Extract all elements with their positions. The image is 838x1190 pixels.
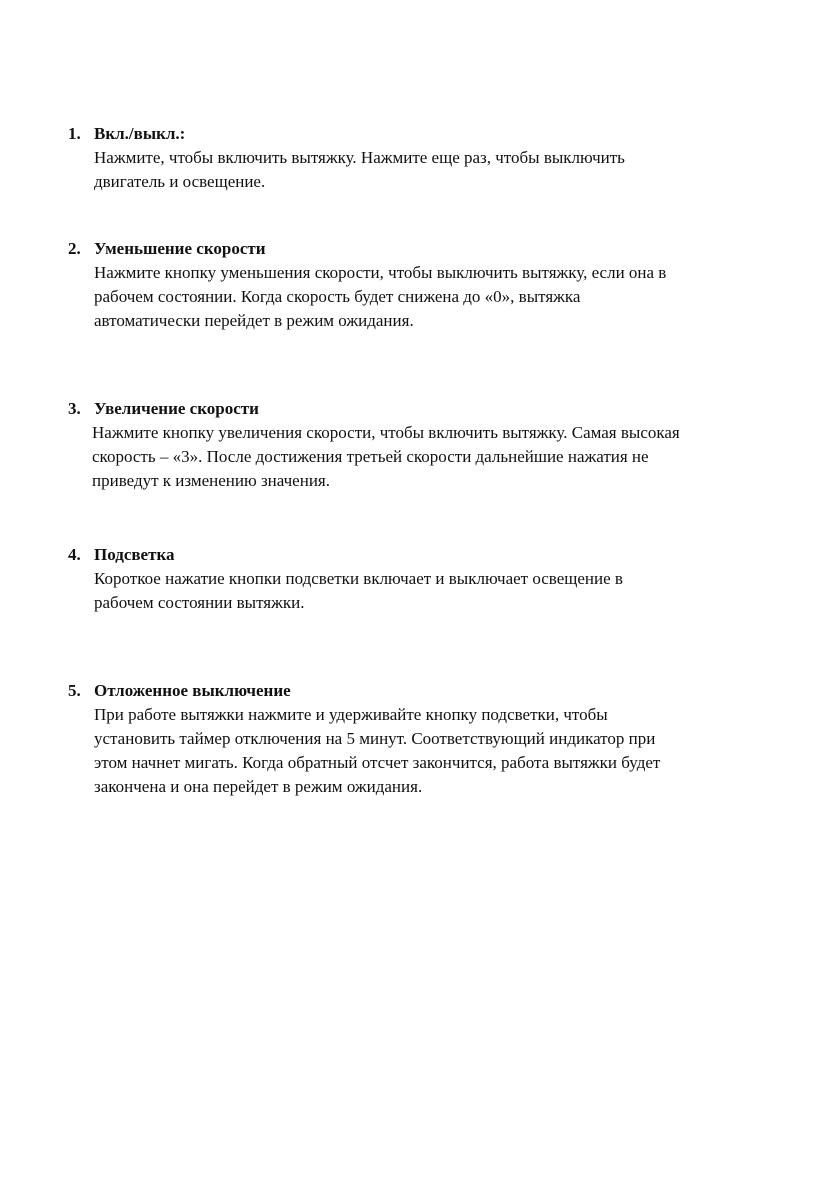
section-number: 2.	[68, 239, 81, 258]
body-line: При работе вытяжки нажмите и удерживайте кнопку подсветки, чтобы	[94, 705, 608, 724]
section-delayed-off	[68, 679, 768, 799]
section-body	[68, 567, 768, 615]
section-number: 4.	[68, 545, 81, 564]
section-heading	[68, 122, 768, 146]
section-backlight	[68, 543, 768, 615]
body-line: скорость – «3». После достижения третьей скорости дальнейшие нажатия не	[92, 447, 649, 466]
body-line: Нажмите, чтобы включить вытяжку. Нажмите еще раз, чтобы выключить	[94, 148, 625, 167]
body-line: двигатель и освещение.	[94, 172, 266, 191]
section-title: Уменьшение скорости	[94, 239, 266, 258]
section-number: 3.	[68, 399, 81, 418]
section-title: Увеличение скорости	[94, 399, 259, 418]
body-line: Нажмите кнопку увеличения скорости, чтобы включить вытяжку. Самая высокая	[92, 423, 680, 442]
section-power	[68, 122, 768, 194]
section-body	[68, 146, 768, 194]
body-line: автоматически перейдет в режим ожидания.	[94, 311, 414, 330]
section-speed-up	[68, 397, 768, 493]
section-body	[68, 421, 768, 493]
section-title: Подсветка	[94, 545, 175, 564]
body-line: закончена и она перейдет в режим ожидания.	[94, 777, 423, 796]
body-line: Короткое нажатие кнопки подсветки включает и выключает освещение в	[94, 569, 623, 588]
body-line: этом начнет мигать. Когда обратный отсчет закончится, работа вытяжки будет	[94, 753, 661, 772]
section-body	[68, 703, 768, 799]
section-title: Отложенное выключение	[94, 681, 291, 700]
section-speed-down	[68, 237, 768, 333]
section-heading	[68, 237, 768, 261]
section-number: 1.	[68, 124, 81, 143]
section-number: 5.	[68, 681, 81, 700]
section-heading	[68, 543, 768, 567]
section-title: Вкл./выкл.:	[94, 124, 186, 143]
section-body	[68, 261, 768, 333]
body-line: установить таймер отключения на 5 минут. Соответствующий индикатор при	[94, 729, 656, 748]
body-line: рабочем состоянии. Когда скорость будет снижена до «0», вытяжка	[94, 287, 581, 306]
body-line: Нажмите кнопку уменьшения скорости, чтобы выключить вытяжку, если она в	[94, 263, 667, 282]
body-line: рабочем состоянии вытяжки.	[94, 593, 305, 612]
section-heading	[68, 397, 768, 421]
body-line: приведут к изменению значения.	[92, 471, 330, 490]
section-heading	[68, 679, 768, 703]
